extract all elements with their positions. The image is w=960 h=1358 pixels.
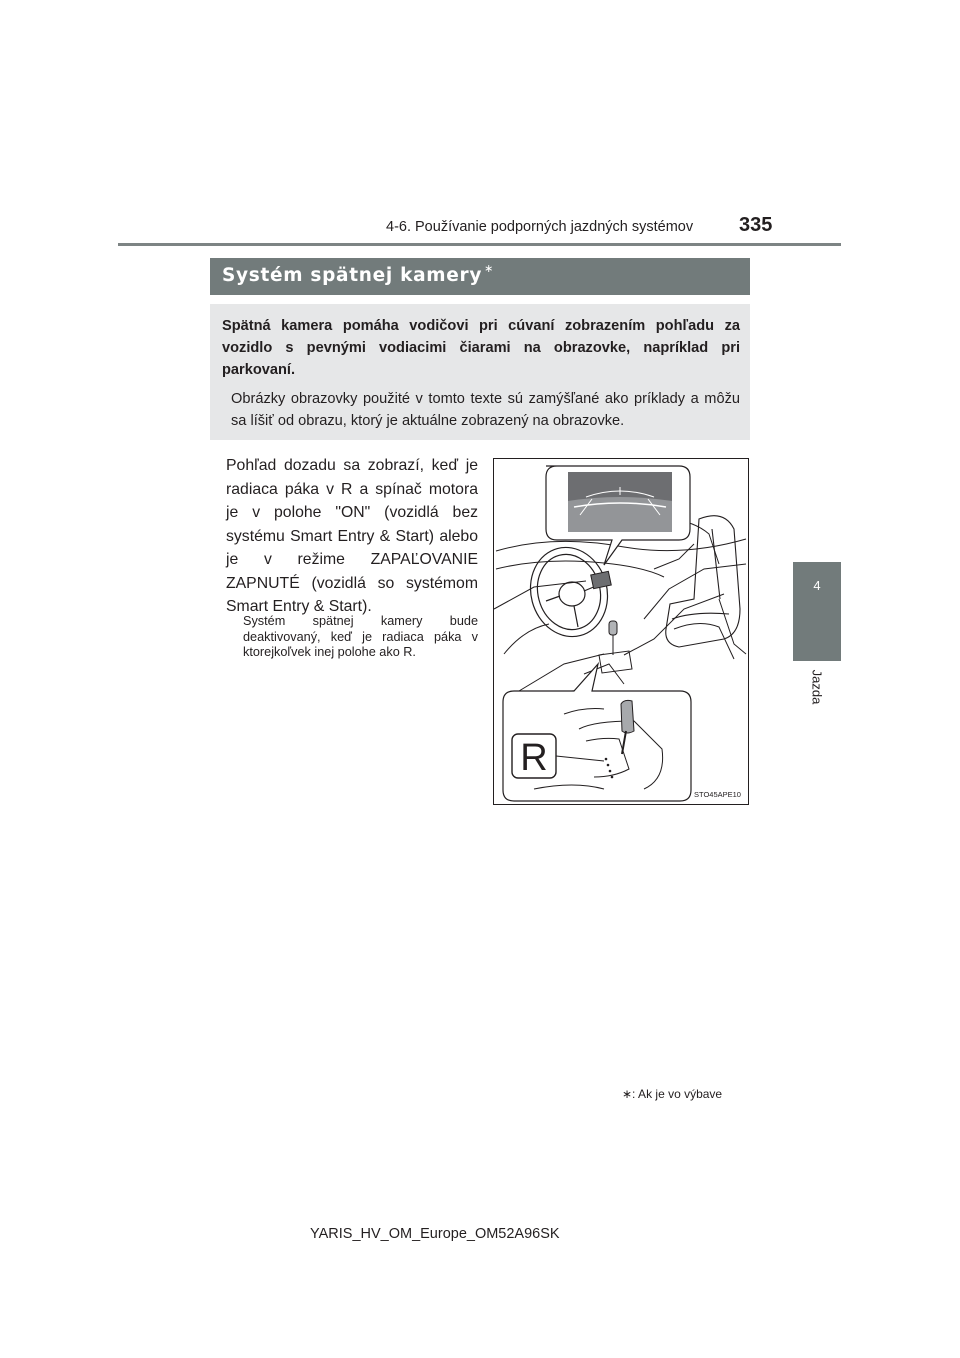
section-title [222, 262, 494, 286]
figure-illustration [493, 458, 749, 805]
steering-wheel-drawing [521, 539, 618, 646]
intro-note: Obrázky obrazovky použité v tomto texte sú zamýšľané ako príklady a môžu sa líšiť od obrazu, ktorý je aktuálne zobrazený na obrazovke. [231, 391, 740, 429]
header-section-title: 4-6. Používanie podporných jazdných systémov [386, 219, 694, 235]
intro-box [210, 304, 750, 440]
shift-lever-small-drawing [599, 621, 632, 673]
car-interior-illustration [494, 459, 748, 804]
interior-lines [494, 519, 746, 699]
section-title-text: Systém spätnej kamery [222, 265, 483, 286]
section-title-bar [210, 258, 750, 295]
optional-equipment-mark: ∗ [484, 262, 494, 275]
chapter-tab-number: 4 [813, 578, 821, 593]
reverse-callout-letter: R [520, 737, 548, 779]
header-rule [118, 243, 841, 246]
body-note: Systém spätnej kamery bude deaktivovaný, keď je radiaca páka v ktorejkoľvek inej polohe ako R. [243, 614, 478, 659]
footer-document-id: YARIS_HV_OM_Europe_OM52A96SK [310, 1226, 560, 1242]
page-number: 335 [739, 214, 773, 236]
figure-code: STO45APE10 [694, 790, 741, 799]
chapter-side-label [788, 663, 846, 711]
footnote: ∗: Ak je vo výbave [622, 1087, 723, 1101]
dash-display-drawing [591, 571, 612, 588]
chapter-side-label-text: Jazda [809, 669, 825, 705]
gear-selector-callout [503, 664, 691, 801]
body-paragraph: Pohľad dozadu sa zobrazí, keď je radiaca páka v R a spínač motora je v polohe "ON" (vozidlá bez systému Smart Entry & Start) alebo je v režime ZAPAĽOVANIE ZAPNUTÉ (vozidlá so systémom Smart Entry & Start). [226, 457, 478, 615]
chapter-tab [793, 562, 841, 661]
intro-summary: Spätná kamera pomáha vodičovi pri cúvaní zobrazením pohľadu za vozidlo s pevnými vodiacimi čiarami na obrazovke, napríklad pri parkovaní. [222, 318, 740, 378]
